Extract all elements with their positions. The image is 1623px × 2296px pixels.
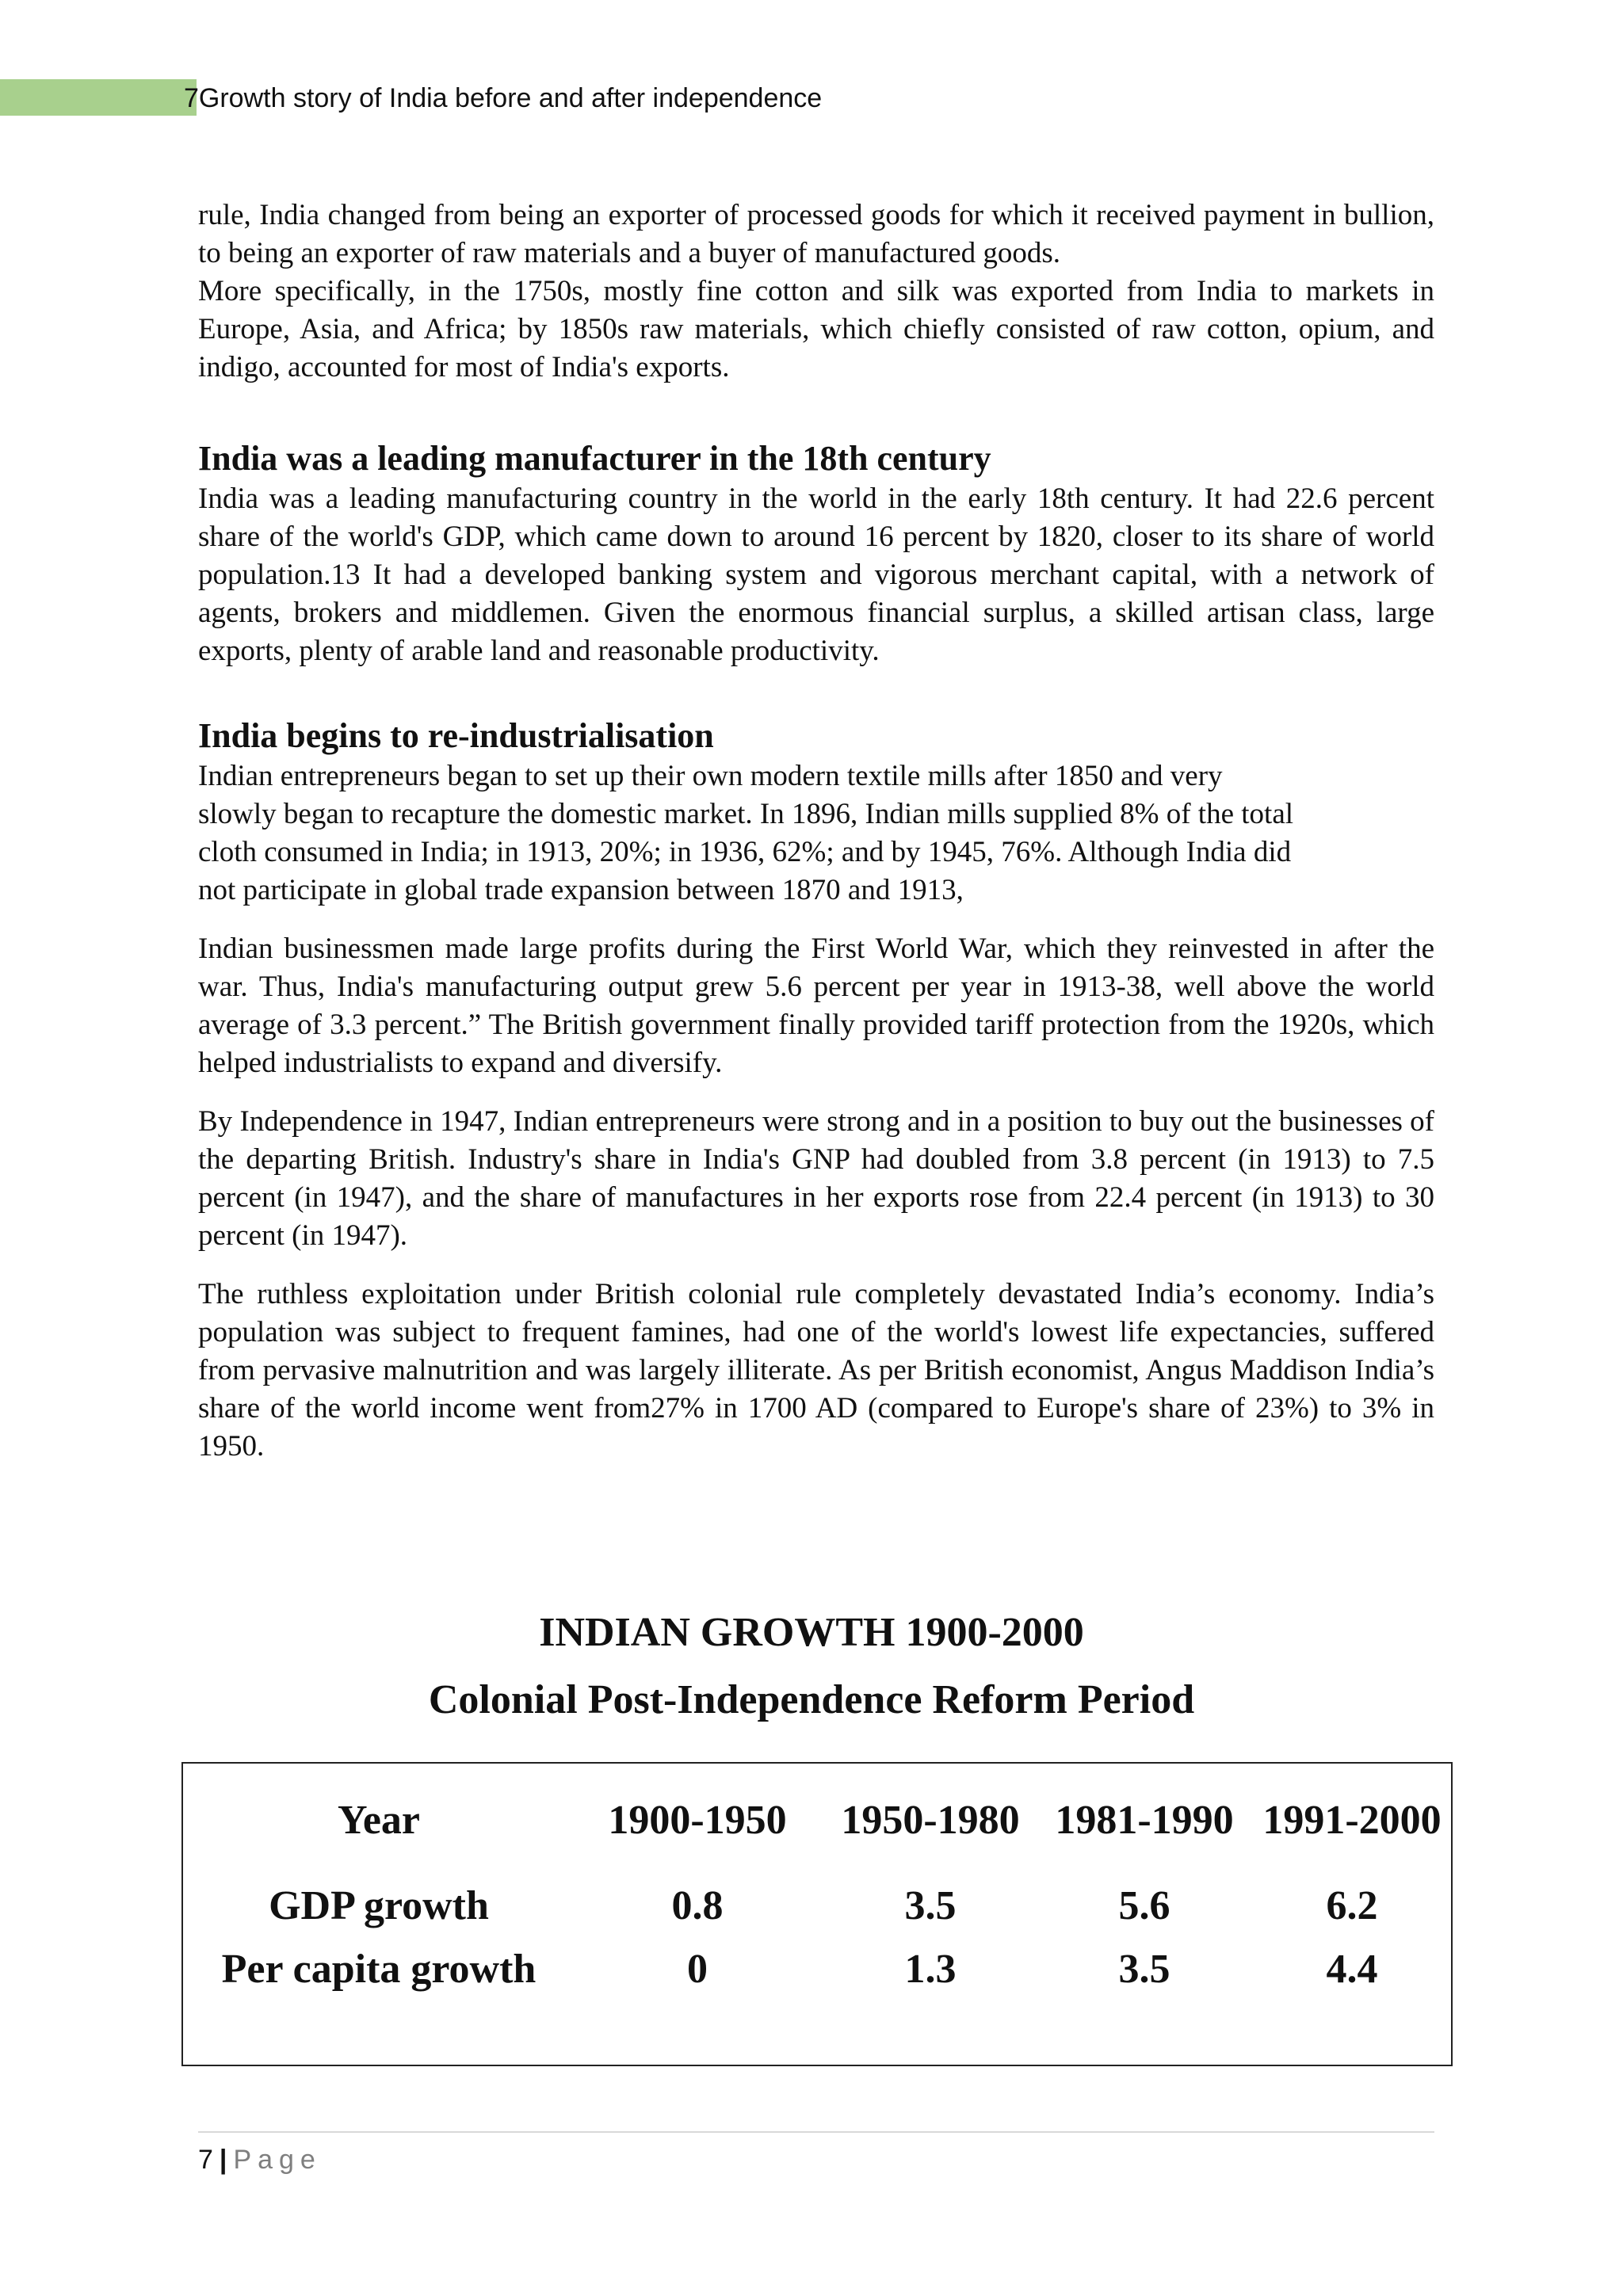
- table-header-col: 1900-1950: [608, 1798, 787, 1843]
- table-header-col: 1950-1980: [841, 1798, 1020, 1843]
- table-header-year: Year: [338, 1798, 420, 1843]
- section-heading-reindustrialisation: India begins to re-industrialisation: [198, 716, 714, 755]
- page-footer: [198, 2142, 322, 2177]
- table-header-col: 1981-1990: [1055, 1798, 1234, 1843]
- table-cell: 3.5: [904, 1883, 957, 1928]
- paragraph-2: More specifically, in the 1750s, mostly fine cotton and silk was exported from India to markets in Europe, Asia, and Africa; by 1850s raw materials, which chiefly consisted of raw cotton, opium, and indigo, accounted for most of India's exports.: [198, 275, 1434, 383]
- growth-table-subtitle: Colonial Post-Independence Reform Period: [428, 1677, 1195, 1722]
- paragraph-4: [198, 757, 1434, 910]
- paragraph-4-line: not participate in global trade expansion between 1870 and 1913,: [198, 874, 964, 906]
- page-number: 7: [198, 2145, 213, 2175]
- main-text: [198, 196, 1434, 1466]
- table-cell: 1.3: [904, 1947, 957, 1992]
- paragraph-4-line: Indian entrepreneurs began to set up their own modern textile mills after 1850 and very: [198, 760, 1223, 792]
- table-cell: 5.6: [1118, 1883, 1170, 1928]
- footer-separator: |: [219, 2145, 227, 2175]
- table-row-label-gdp: GDP growth: [269, 1883, 489, 1928]
- paragraph-6: By Independence in 1947, Indian entrepreneurs were strong and in a position to buy out the businesses of the departing British. Industry's share in India's GNP had doubled from 3.8 percent (in 1913) to 7.5 percent (in 1947), and the share of manufactures in her exports rose from 22.4 percent (in 1913) to 30 percent (in 1947).: [198, 1105, 1434, 1252]
- paragraph-3: India was a leading manufacturing country in the world in the early 18th century. It had 22.6 percent share of the world's GDP, which came down to around 16 percent by 1820, closer to its share of world population.13 It had a developed banking system and vigorous merchant capital, with a network of agents, brokers and middlemen. Given the enormous financial surplus, a skilled artisan class, large exports, plenty of arable land and reasonable productivity.: [198, 482, 1434, 667]
- table-row-label-per-capita: Per capita growth: [221, 1947, 537, 1992]
- page-label: Page: [233, 2145, 322, 2175]
- table-cell: 3.5: [1118, 1947, 1170, 1992]
- table-cell: 4.4: [1326, 1947, 1378, 1992]
- paragraph-4-line: slowly began to recapture the domestic market. In 1896, Indian mills supplied 8% of the total: [198, 798, 1294, 830]
- paragraph-5: Indian businessmen made large profits during the First World War, which they reinvested in after the war. Thus, India's manufacturing output grew 5.6 percent per year in 1913-38, well above the world average of 3.3 percent.” The British government finally provided tariff protection from the 1920s, which helped industrialists to expand and diversify.: [198, 933, 1434, 1079]
- paragraph-1: rule, India changed from being an exporter of processed goods for which it received payment in bullion, to being an exporter of raw materials and a buyer of manufactured goods.: [198, 199, 1434, 269]
- section-heading-manufacturer: India was a leading manufacturer in the 18th century: [198, 439, 991, 478]
- paragraph-7: The ruthless exploitation under British colonial rule completely devastated India’s economy. India’s population was subject to frequent famines, had one of the world's lowest life expectancies, suffered from pervasive malnutrition and was largely illiterate. As per British economist, Angus Maddison India’s share of the world income went from27% in 1700 AD (compared to Europe's share of 23%) to 3% in 1950.: [198, 1278, 1434, 1463]
- table-header-col: 1991-2000: [1262, 1798, 1442, 1843]
- table-cell: 0.8: [671, 1883, 724, 1928]
- growth-table: [181, 1762, 1453, 2066]
- table-cell: 0: [687, 1947, 708, 1992]
- paragraph-4-line: cloth consumed in India; in 1913, 20%; in 1936, 62%; and by 1945, 76%. Although India did: [198, 836, 1292, 868]
- header-accent-band: [0, 79, 197, 116]
- growth-table-title: INDIAN GROWTH 1900-2000: [539, 1610, 1084, 1655]
- table-cell: 6.2: [1326, 1883, 1378, 1928]
- footer-divider: [198, 2131, 1434, 2133]
- running-header-title: 7Growth story of India before and after independence: [184, 83, 823, 113]
